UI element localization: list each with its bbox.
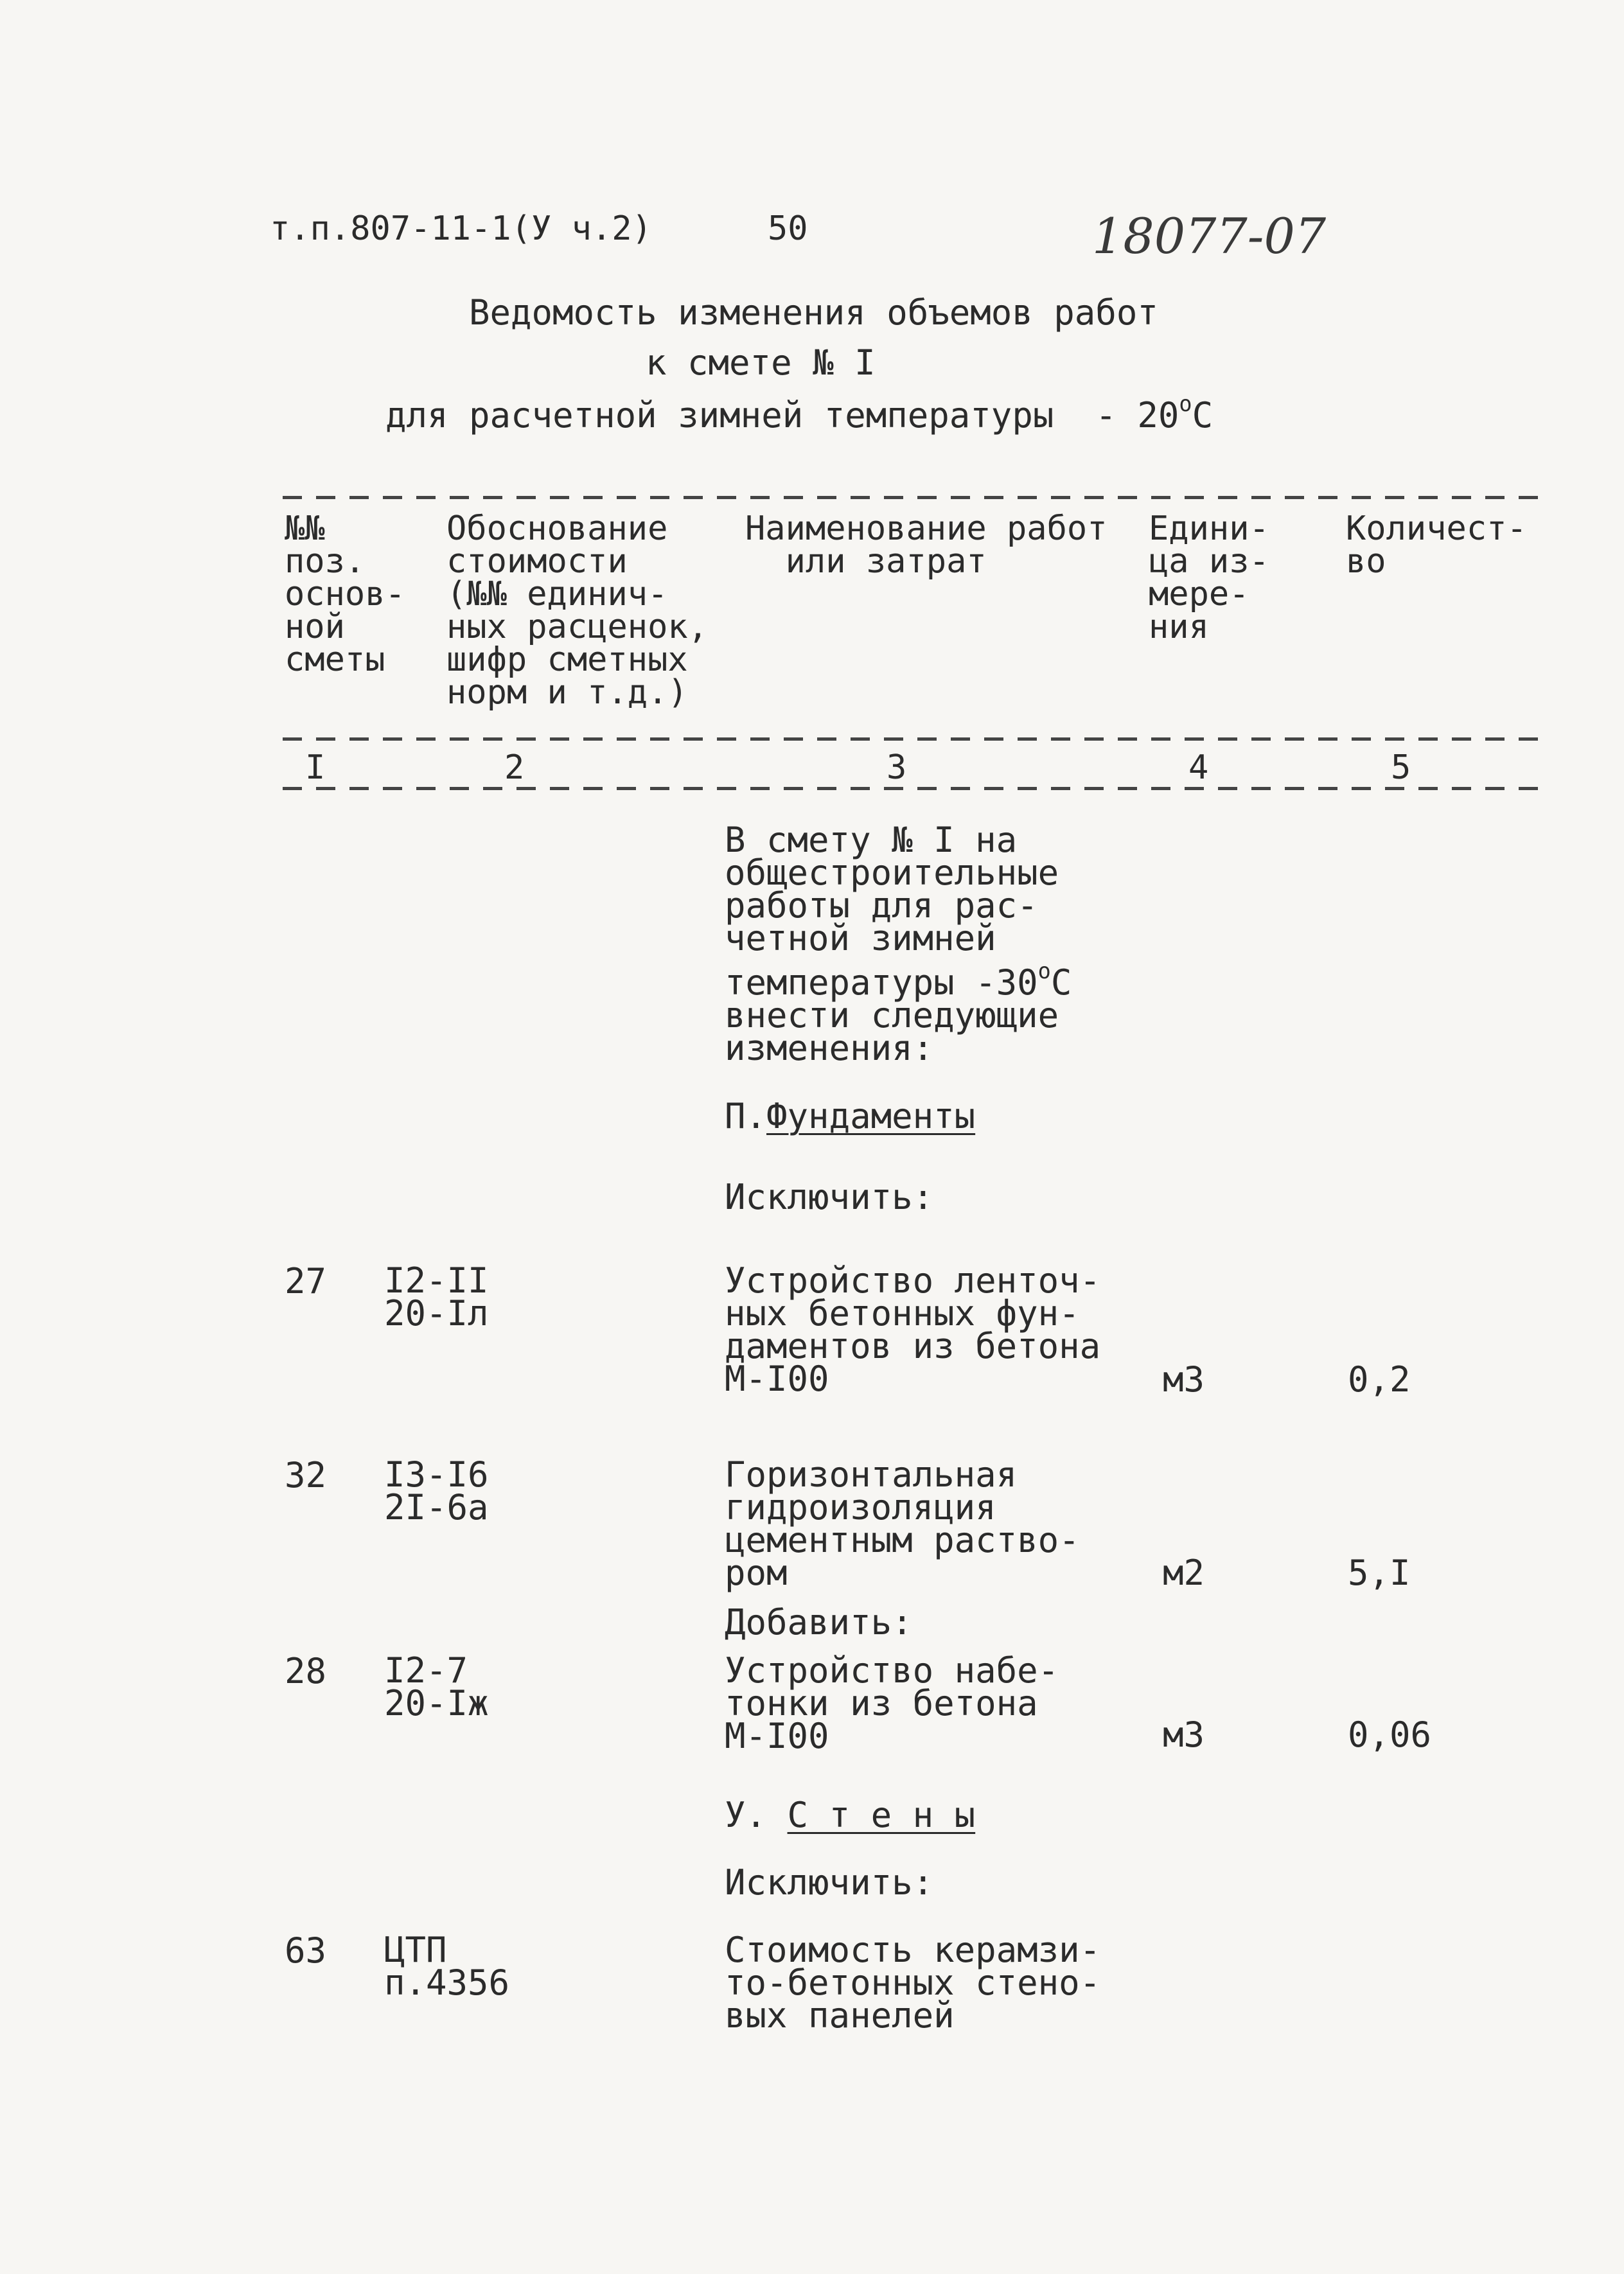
header-bottom-rule (283, 737, 1551, 741)
page-number: 50 (768, 209, 808, 248)
row-cost-basis: I2-7 20-Iж (384, 1650, 489, 1723)
exclude-label-1: Исключить: (725, 1177, 934, 1217)
header-quantity: Количест- во (1346, 509, 1527, 581)
header-cost-basis: Обоснование стоимости (№№ единич- ных расценок, шифр сметных норм и т.д.) (446, 509, 708, 712)
column-number-4: 4 (1188, 748, 1209, 787)
document-code: т.п.807-11-1(У ч.2) (270, 209, 652, 248)
row-unit: м3 (1163, 1359, 1205, 1400)
column-number-5: 5 (1391, 748, 1411, 787)
row-quantity: 0,06 (1348, 1714, 1432, 1755)
column-number-rule (283, 787, 1551, 790)
row-cost-basis: ЦТП п.4356 (384, 1930, 510, 2003)
header-work-name: Наименование работ или затрат (745, 509, 1108, 581)
section-foundations: П.Фундаменты (725, 1096, 976, 1136)
header-unit: Едини- ца из- мере- ния (1149, 509, 1269, 646)
header-top-rule (283, 496, 1551, 499)
row-unit: м3 (1163, 1714, 1205, 1755)
exclude-label-2: Исключить: (725, 1862, 934, 1903)
row-quantity: 5,I (1348, 1553, 1411, 1593)
row-work-name: Устройство набе- тонки из бетона М-I00 (725, 1650, 1059, 1756)
handwritten-archive-number: 18077-07 (1092, 207, 1327, 265)
row-position: 27 (285, 1261, 327, 1301)
row-cost-basis: I2-II 20-Iл (384, 1260, 489, 1334)
title-line-1: Ведомость изменения объемов работ (469, 292, 1158, 333)
row-quantity: 0,2 (1348, 1359, 1411, 1400)
add-label: Добавить: (725, 1602, 913, 1643)
column-number-2: 2 (504, 748, 525, 787)
row-work-name: Стоимость керамзи- то-бетонных стено- вых панелей (725, 1930, 1101, 2036)
row-cost-basis: I3-I6 2I-6а (384, 1454, 489, 1528)
row-work-name: Горизонтальная гидроизоляция цементным раство- ром (725, 1454, 1080, 1593)
intro-text: В смету № I на общестроительные работы для рас- четной зимней температуры $-30^оС$ внести следующие изменения: (725, 820, 1072, 1069)
title-line-3: для расчетной зимней температуры - $20^оС$ (385, 391, 1214, 436)
section-walls: У. С т е н ы (725, 1795, 976, 1835)
row-position: 28 (285, 1651, 327, 1691)
title-line-2: к смете № I (646, 342, 876, 383)
column-number-3: 3 (887, 748, 907, 787)
header-position: №№ поз. основ- ной сметы (285, 509, 405, 679)
column-number-1: I (305, 748, 326, 787)
row-position: 32 (285, 1455, 327, 1495)
row-work-name: Устройство ленточ- ных бетонных фун- даментов из бетона М-I00 (725, 1260, 1101, 1399)
row-position: 63 (285, 1930, 327, 1971)
row-unit: м2 (1163, 1553, 1205, 1593)
